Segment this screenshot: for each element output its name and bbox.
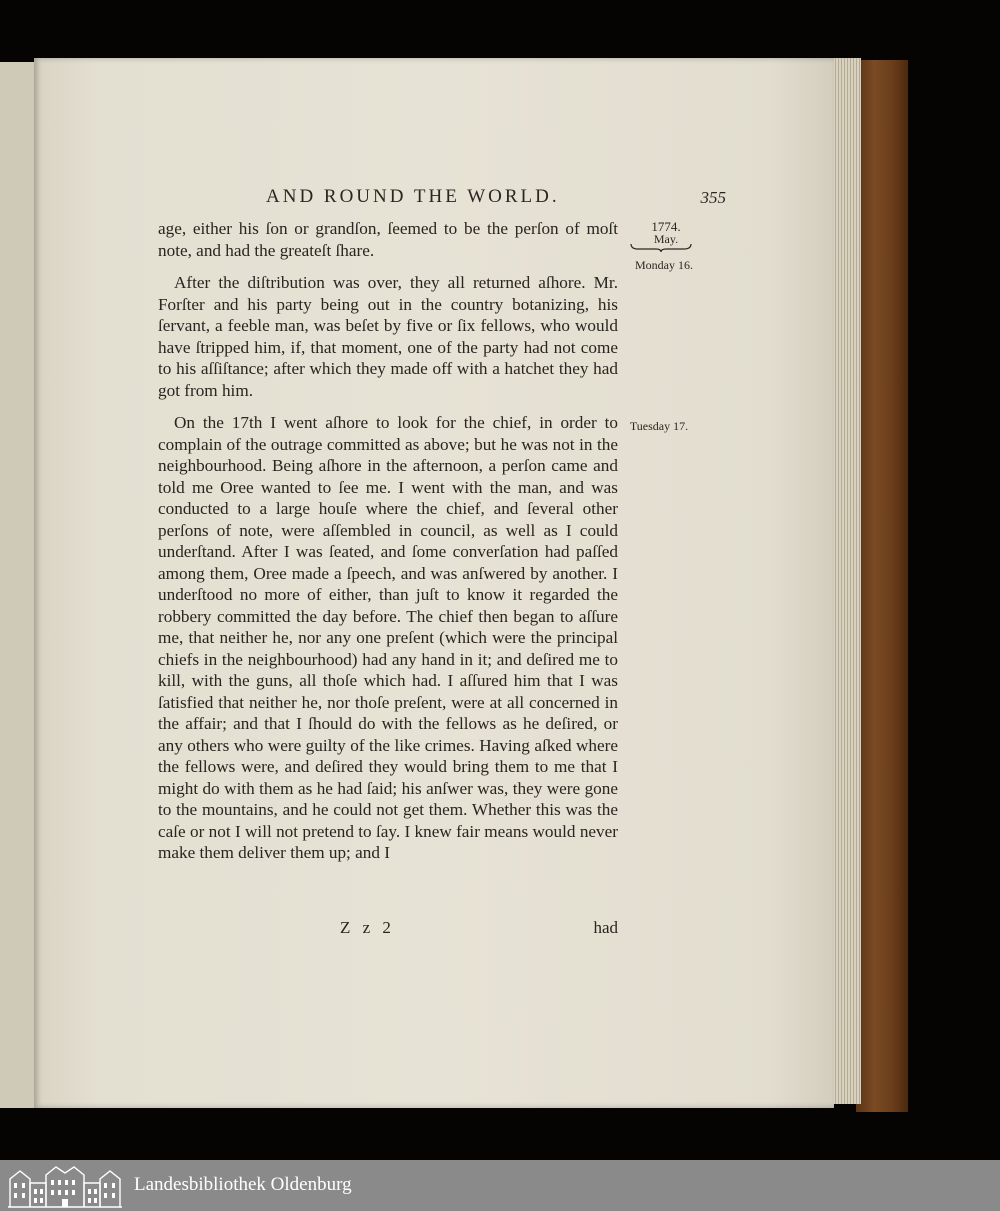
library-building-icon (6, 1163, 124, 1209)
library-name: Landesbibliothek Oldenburg (134, 1174, 352, 1195)
page-footer-line (158, 918, 618, 940)
book-cover-board (856, 60, 908, 1112)
margin-month: May. (653, 232, 679, 246)
book-page (34, 58, 834, 1108)
running-head (230, 186, 726, 212)
body-text (158, 218, 618, 864)
paragraph: On the 17th I went aſhore to look for the chief, in order to complain of the outrage committed as above; but he was not in the neighbourhood. Being aſhore in the afternoon, a perſon came and told me Oree wanted to ſee me. I went with the man, and was conducted to a large houſe where the chief, and ſeveral other perſons of note, were aſſembled in council, as well as I could underſtand. After I was ſeated, and ſome converſation had paſſed among them, Oree made a ſpeech, and was anſwered by another. I underſtood no more of either, than juſt to know it regarded the robbery committed the day before. The chief then began to aſſure me, that neither he, nor any one preſent (which were the principal chiefs in the neighbourhood) had any hand in it; and deſired me to kill, with the guns, all thoſe which had. I aſſured him that I was ſatisfied that neither he, nor thoſe preſent, were at all concerned in the affair; and that I ſhould do with the fellows as he deſired, or any others who were guilty of the like crimes. Having aſked where the fellows were, and deſired they would bring them to me that I might do with them as he had ſaid; his anſwer was, they were gone to the mountains, and he could not get them. Whether this was the caſe or not I will not pretend to ſay. I knew fair means would never make them deliver them up; and I (158, 413, 618, 862)
running-head-title: AND ROUND THE WORLD. (266, 186, 560, 207)
paragraph: After the diſtribution was over, they all returned aſhore. Mr. Forſter and his party being out in the country botanizing, his ſervant, a feeble man, was beſet by five or ſix fellows, who would have ſtripped him, if, that moment, one of the party had not come to his aſſiſtance; after which they made off with a hatchet they had got from him. (158, 273, 618, 400)
margin-year: 1774. (651, 219, 681, 234)
margin-day-tuesday: Tuesday 17. (629, 419, 689, 433)
margin-brace-icon (630, 243, 692, 253)
page-number: 355 (700, 188, 726, 207)
catchword: had (593, 918, 618, 937)
margin-day-monday: Monday 16. (635, 258, 693, 272)
signature-mark: Z z 2 (340, 918, 395, 937)
left-page-edge (0, 62, 35, 1108)
paragraph: age, either his ſon or grandſon, ſeemed to be the perſon of moſt note, and had the greateſt ſhare. (158, 219, 618, 260)
page-stack-edges (833, 58, 861, 1104)
library-footer-bar (0, 1160, 1000, 1211)
